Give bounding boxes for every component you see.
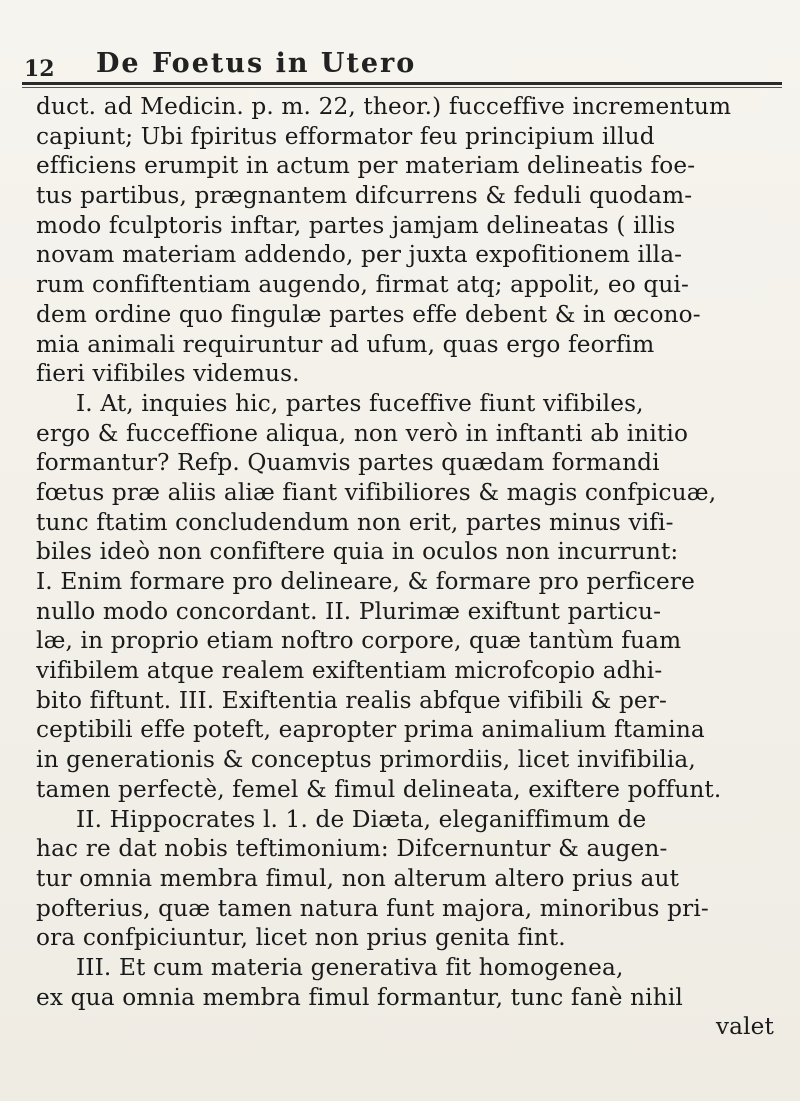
text-line: ora confpiciuntur, licet non prius genita fint. — [36, 924, 566, 952]
paragraph-start-line: I. At, inquies hic, partes fuceffive fiunt vifibiles, — [76, 389, 644, 417]
text-line: ergo & fucceffione aliqua, non verò in inftanti ab initio — [36, 419, 689, 447]
text-line: tunc ftatim concludendum non erit, partes minus vifi- — [36, 508, 674, 536]
text-line: I. Enim formare pro delineare, & formare pro perficere — [36, 568, 695, 595]
text-line: ex qua omnia membra fimul formantur, tunc fanè nihil — [36, 983, 683, 1011]
text-line: biles ideò non confiftere quia in oculos non incurrunt: — [36, 538, 679, 566]
text-line: vifibilem atque realem exiftentiam microfcopio adhi- — [36, 657, 663, 685]
text-line: rum confiftentiam augendo, firmat atq; appolit, eo qui- — [36, 271, 689, 299]
header-rule — [22, 82, 782, 85]
text-line: in generationis & conceptus primordiis, licet invifibilia, — [36, 746, 696, 774]
text-line: modo fculptoris inftar, partes jamjam delineatas ( illis — [36, 211, 676, 239]
body-text — [36, 92, 780, 1042]
text-line: formantur? Refp. Quamvis partes quædam formandi — [36, 449, 660, 477]
text-line: bito fiftunt. III. Exiftentia realis abfque vifibili & per- — [36, 686, 668, 714]
text-line: tamen perfectè, femel & fimul delineata, exiftere poffunt. — [36, 775, 722, 803]
text-line: fœtus præ aliis aliæ fiant vifibiliores & magis confpicuæ, — [36, 478, 717, 506]
text-line: mia animali requiruntur ad ufum, quas ergo feorfim — [36, 330, 655, 358]
text-line: efficiens erumpit in actum per materiam delineatis foe- — [36, 152, 696, 180]
text-line: capiunt; Ubi fpiritus efformator feu principium illud — [36, 122, 655, 150]
text-line: duct. ad Medicin. p. m. 22, theor.) fucceffive incrementum — [36, 93, 732, 120]
paragraph-start-line: III. Et cum materia generativa fit homogenea, — [76, 953, 624, 981]
text-line: tur omnia membra fimul, non alterum altero prius aut — [36, 864, 680, 892]
text-line: dem ordine quo fingulæ partes effe debent & in œcono- — [36, 300, 701, 328]
text-line: tus partibus, prægnantem difcurrens & feduli quodam- — [36, 182, 693, 210]
text-line: ceptibili effe poteft, eapropter prima animalium ftamina — [36, 716, 705, 744]
text-line: novam materiam addendo, per juxta expofitionem illa- — [36, 241, 683, 269]
text-line: pofterius, quæ tamen natura funt majora, minoribus pri- — [36, 894, 709, 922]
paragraph-start-line: II. Hippocrates l. 1. de Diæta, eleganiffimum de — [76, 805, 647, 833]
running-head: De Foetus in Utero — [96, 48, 417, 79]
catchword: valet — [715, 1013, 774, 1041]
text-line: læ, in proprio etiam noftro corpore, quæ tantùm fuam — [36, 627, 682, 655]
text-line: fieri vifibiles videmus. — [36, 360, 300, 388]
header-rule-thin — [22, 87, 782, 88]
page-header — [22, 48, 782, 84]
text-line: hac re dat nobis teftimonium: Difcernuntur & augen- — [36, 835, 668, 863]
page-number: 12 — [24, 56, 55, 82]
text-line: nullo modo concordant. II. Plurimæ exiftunt particu- — [36, 597, 662, 625]
